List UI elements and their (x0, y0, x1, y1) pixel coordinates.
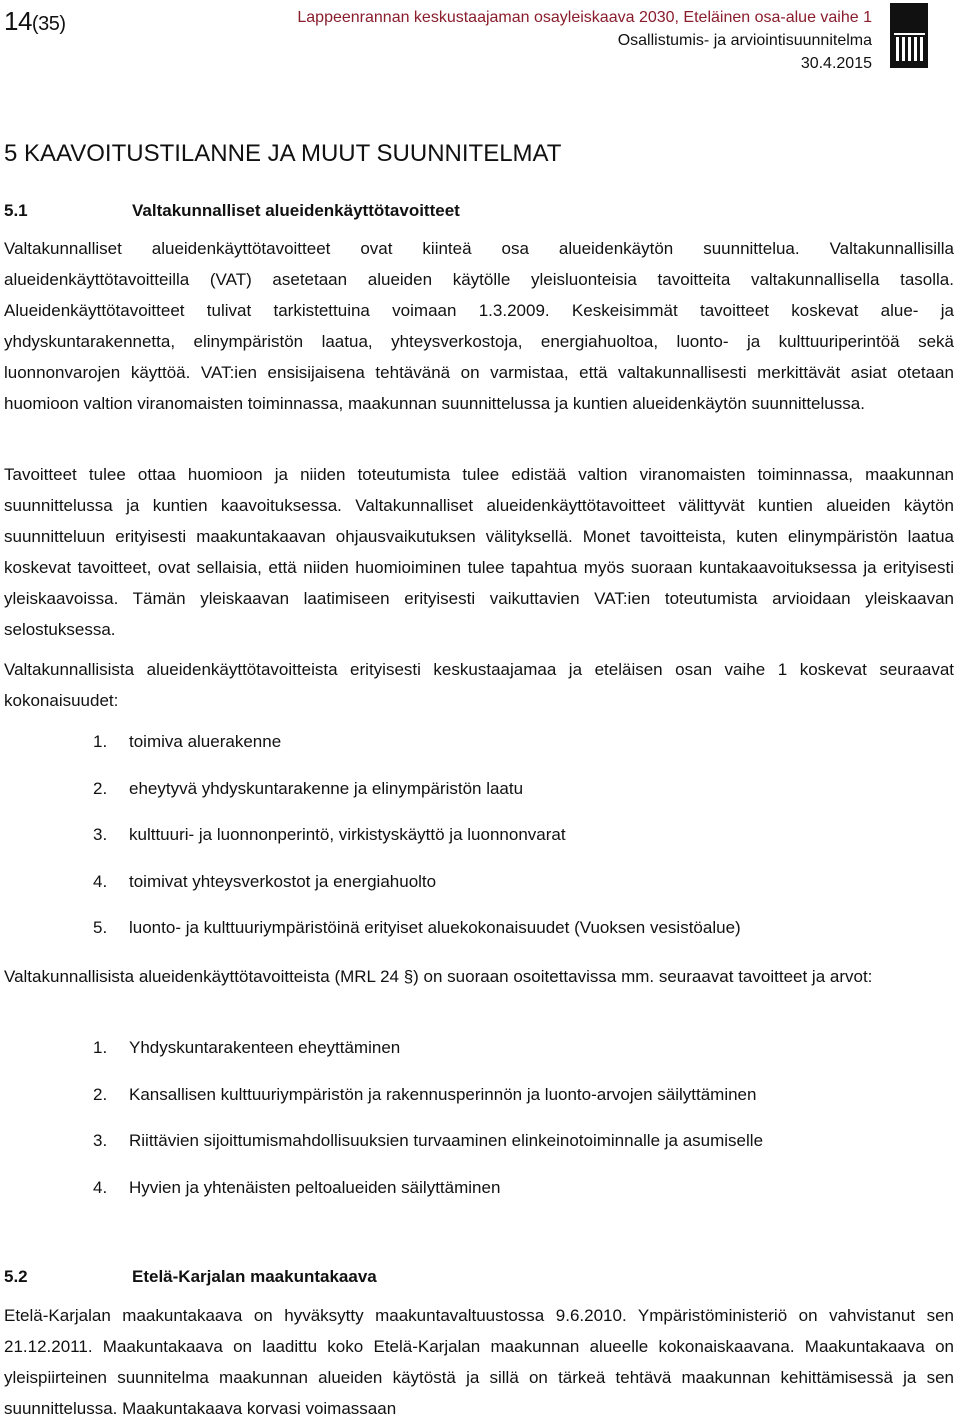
section-5-1-paragraph-3: Valtakunnallisista alueidenkäyttötavoitteista erityisesti keskustaajamaa ja eteläisen osan vaihe 1 koskevat seuraavat kokonaisuudet: (4, 660, 954, 710)
document-title: Lappeenrannan keskustaajaman osayleiskaava 2030, Eteläinen osa-alue vaihe 1 (297, 9, 872, 26)
priority-list (93, 730, 741, 963)
list-item: 3. kulttuuri- ja luonnonperintö, virkistyskäyttö ja luonnonvarat (93, 825, 566, 844)
goals-list (93, 1036, 763, 1222)
page-number: 14(35) (4, 6, 66, 36)
list-item: 1. toimiva aluerakenne (93, 732, 282, 751)
document-subtitle: Osallistumis- ja arviointisuunnitelma (617, 32, 872, 49)
section-5-heading: 5 KAAVOITUSTILANNE JA MUUT SUUNNITELMAT (4, 140, 562, 167)
section-5-1-paragraph-4: Valtakunnallisista alueidenkäyttötavoitteista (MRL 24 §) on suoraan osoitettavissa mm. seuraavat tavoitteet ja arvot: (4, 967, 873, 986)
section-5-1-heading: 5.1 Valtakunnalliset alueidenkäyttötavoitteet (4, 201, 460, 220)
list-item: 2. eheytyvä yhdyskuntarakenne ja elinympäristön laatu (93, 778, 524, 798)
list-item: 4. Hyvien ja yhtenäisten peltoalueiden säilyttäminen (93, 1177, 501, 1197)
list-item: 2. Kansallisen kulttuuriympäristön ja rakennusperinnön ja luonto-arvojen säilyttäminen (93, 1084, 757, 1104)
section-5-2-paragraph-1: Etelä-Karjalan maakuntakaava on hyväksytty maakuntavaltuustossa 9.6.2010. Ympäristöministeriö on vahvistanut sen 21.12.2011. Maakuntakaava on laadittu koko Etelä-Karjalan maakunnan alueelle kokonaiskaavana. Maakuntakaava on yleispiirteinen suunnitelma maakunnan alueiden käytöstä ja sillä on tärkeä tehtävä maakunnan kehittämisessä ja sen suunnittelussa. Maakuntakaava korvasi voimassaan (4, 1306, 954, 1418)
section-5-1-paragraph-2: Tavoitteet tulee ottaa huomioon ja niiden toteutumista tulee edistää valtion viranomaisten toiminnassa, maakunnan suunnittelussa ja kuntien kaavoituksessa. Valtakunnalliset alueidenkäyttötavoitteet välittyvät kuntien alueiden käytön suunnitteluun erityisesti maakuntakaavan ohjausvaikutuksen välityksellä. Monet tavoitteista, kuten elinympäristön laatua koskevat tavoitteet, ovat sellaisia, että niiden huomioiminen tulee tapahtua myös suoraan kuntakaavoituksessa ja erityisesti yleiskaavoissa. Tämän yleiskaavan laatimiseen erityisesti vaikuttavien VAT:ien toteutumista arvioidaan yleiskaavan selostuksessa. (4, 465, 954, 639)
section-5-1-paragraph-1: Valtakunnalliset alueidenkäyttötavoitteet ovat kiinteä osa alueidenkäytön suunnittelua. Valtakunnallisilla alueidenkäyttötavoitteilla (VAT) asetetaan alueiden käytölle yleisluonteisia tavoitteita valtakunnallisella tasolla. Alueidenkäyttötavoitteet tulivat tarkistettuina voimaan 1.3.2009. Keskeisimmät tavoitteet koskevat alue- ja yhdyskuntarakennetta, elinympäristön laatua, yhteysverkostoja, energiahuoltoa, luonto- ja kulttuuriperintöä sekä luonnonvarojen käyttöä. VAT:ien ensisijaisena tehtävänä on varmistaa, että valtakunnallisesti merkittävät asiat otetaan huomioon valtion viranomaisten toiminnassa, maakunnan suunnittelussa ja kuntien alueidenkäytön suunnittelussa. (4, 239, 954, 413)
section-5-2-heading: 5.2 Etelä-Karjalan maakuntakaava (4, 1267, 377, 1286)
organization-logo-icon (890, 3, 928, 68)
list-item: 3. Riittävien sijoittumismahdollisuuksien turvaaminen elinkeinotoiminnalle ja asumiselle (93, 1131, 764, 1150)
list-item: 1. Yhdyskuntarakenteen eheyttäminen (93, 1038, 401, 1057)
document-header (297, 6, 872, 75)
list-item: 5. luonto- ja kulttuuriympäristöinä erityiset aluekokonaisuudet (Vuoksen vesistöalue) (93, 918, 741, 937)
document-date: 30.4.2015 (800, 55, 872, 72)
list-item: 4. toimivat yhteysverkostot ja energiahuolto (93, 871, 437, 891)
